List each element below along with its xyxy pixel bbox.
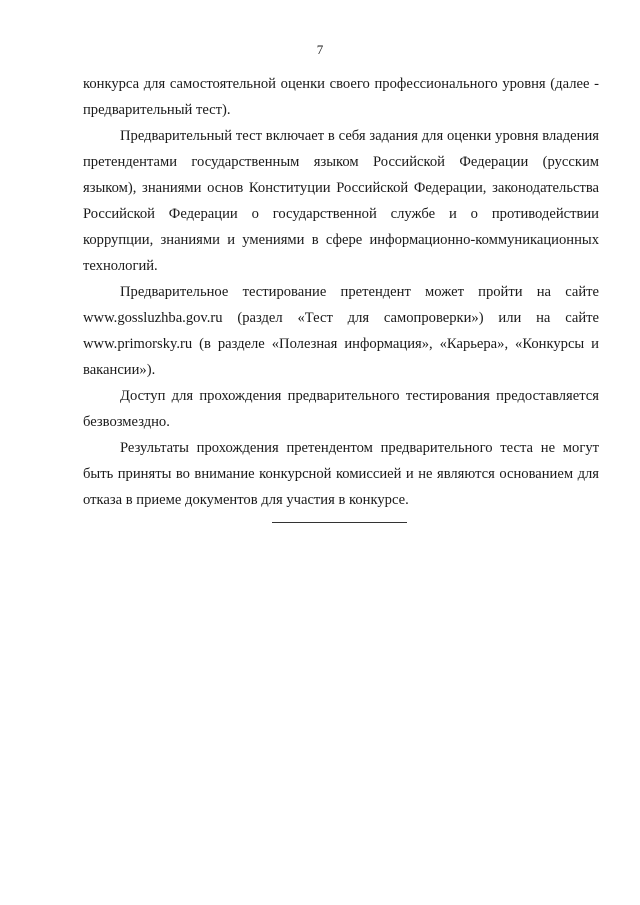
paragraph-test-content: Предварительный тест включает в себя задания для оценки уровня владения претендентами государственным языком Российской Федерации (русским языком), знаниями основ Конституции Российской Федерации, законодательства Российской Федерации о государственной службе и о противодействии коррупции, знаниями и умениями в сфере информационно-коммуникационных технологий. <box>83 128 599 274</box>
paragraph-continuation: конкурса для самостоятельной оценки своего профессионального уровня (далее - предварительный тест). <box>83 76 599 118</box>
page-number: 7 <box>316 42 324 57</box>
paragraph-free-access: Доступ для прохождения предварительного тестирования предоставляется безвозмездно. <box>83 388 599 430</box>
document-body <box>83 71 599 513</box>
end-divider-line <box>272 522 407 523</box>
paragraph-test-websites: Предварительное тестирование претендент может пройти на сайте www.gossluzhba.gov.ru (раздел «Тест для самопроверки») или на сайте www.primorsky.ru (в разделе «Полезная информация», «Карьера», «Конкурсы и вакансии»). <box>83 284 599 378</box>
paragraph-results-note: Результаты прохождения претендентом предварительного теста не могут быть приняты во внимание конкурсной комиссией и не являются основанием для отказа в приеме документов для участия в конкурсе. <box>83 440 599 508</box>
